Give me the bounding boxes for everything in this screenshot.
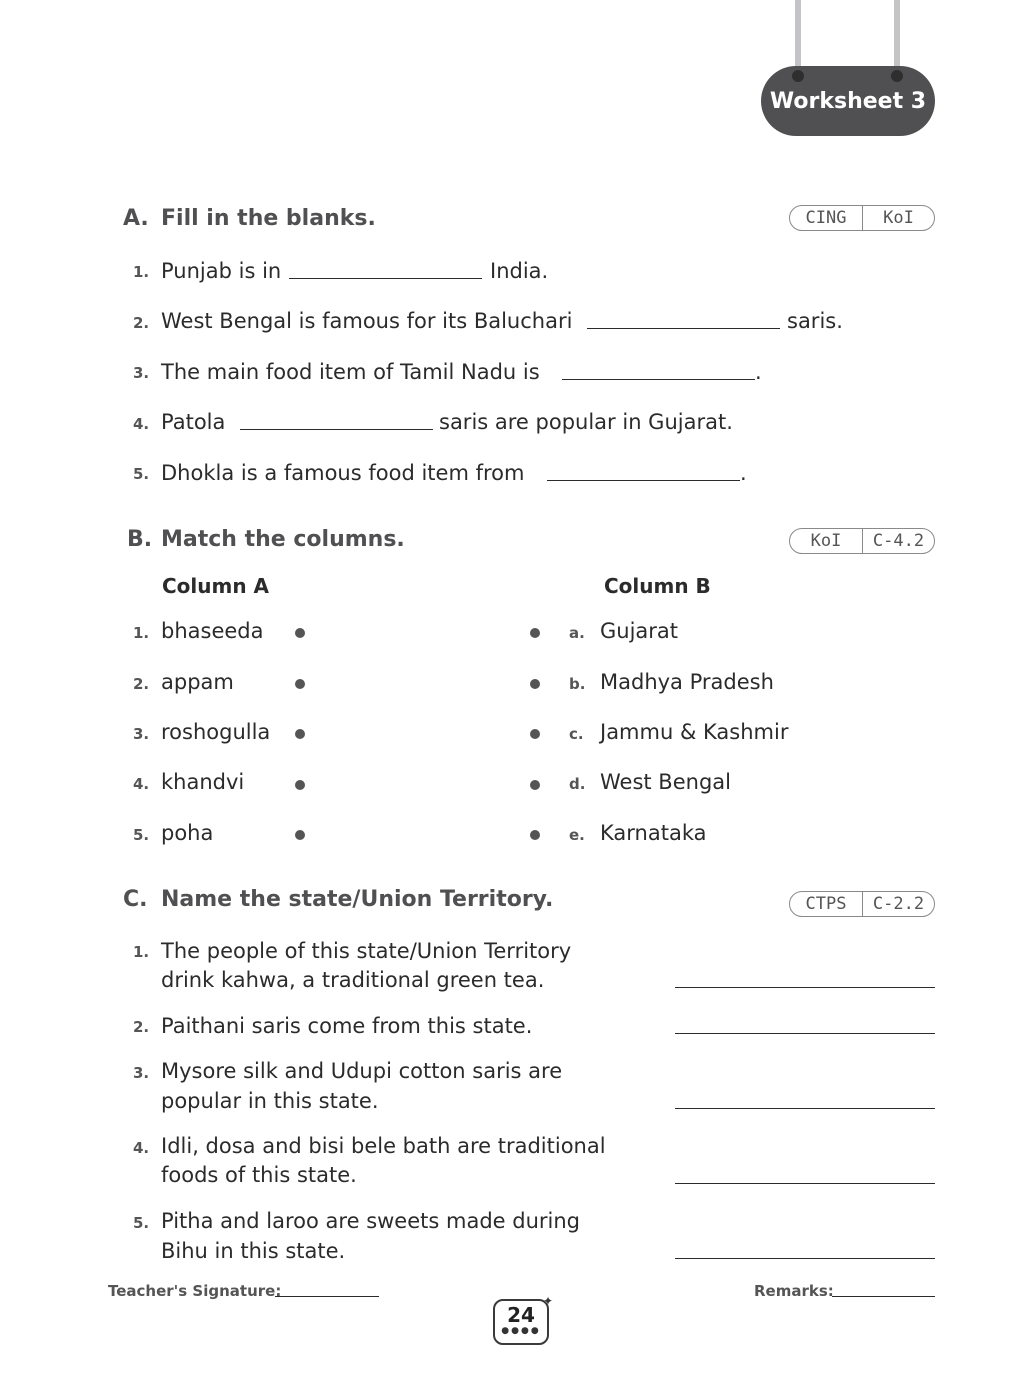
hanger-left xyxy=(795,0,801,72)
question-line-2: popular in this state. xyxy=(161,1089,379,1113)
item-letter: d. xyxy=(569,775,586,793)
section-a-title: Fill in the blanks. xyxy=(161,206,376,231)
match-dot-right[interactable] xyxy=(530,679,540,689)
column-a-header: Column A xyxy=(162,574,270,598)
blank-sentence-start: Patola xyxy=(161,410,226,434)
column-a-item: khandvi xyxy=(161,770,245,794)
question-line-1: Pitha and laroo are sweets made during xyxy=(161,1209,580,1233)
hanger-hole-left xyxy=(792,70,804,82)
answer-line[interactable] xyxy=(675,1183,935,1184)
match-dot-right[interactable] xyxy=(530,729,540,739)
answer-line[interactable] xyxy=(675,1108,935,1109)
skill-tag: KoI xyxy=(862,206,934,230)
blank-sentence-end: . xyxy=(755,360,762,384)
item-number: 4. xyxy=(133,415,150,433)
column-a-item: bhaseeda xyxy=(161,619,264,643)
section-c-title: Name the state/Union Territory. xyxy=(161,887,554,912)
item-number: 4. xyxy=(133,1139,150,1157)
item-number: 1. xyxy=(133,624,150,642)
item-number: 3. xyxy=(133,1064,150,1082)
question-line-1: The people of this state/Union Territory xyxy=(161,939,572,963)
question-line-2: drink kahwa, a traditional green tea. xyxy=(161,968,545,992)
match-dot-right[interactable] xyxy=(530,780,540,790)
answer-line[interactable] xyxy=(675,1033,935,1034)
item-number: 2. xyxy=(133,1018,150,1036)
answer-line[interactable] xyxy=(675,987,935,988)
match-dot-left[interactable] xyxy=(295,628,305,638)
section-b-title: Match the columns. xyxy=(161,527,405,552)
question-line-2: Bihu in this state. xyxy=(161,1239,346,1263)
column-a-item: poha xyxy=(161,821,214,845)
section-b-skill-tags xyxy=(789,528,935,554)
column-b-item: Gujarat xyxy=(600,619,679,643)
blank-sentence-end: saris. xyxy=(787,309,843,333)
column-b-header: Column B xyxy=(604,574,711,598)
match-dot-left[interactable] xyxy=(295,780,305,790)
column-b-item: Karnataka xyxy=(600,821,707,845)
skill-tag: KoI xyxy=(810,531,842,551)
column-a-item: roshogulla xyxy=(161,720,271,744)
question-line-1: Mysore silk and Udupi cotton saris are xyxy=(161,1059,563,1083)
question-line-2: foods of this state. xyxy=(161,1163,357,1187)
match-dot-right[interactable] xyxy=(530,628,540,638)
column-a-item: appam xyxy=(161,670,234,694)
column-b-item: Jammu & Kashmir xyxy=(600,720,789,744)
answer-blank[interactable] xyxy=(562,379,755,380)
teacher-signature-line[interactable] xyxy=(275,1296,379,1297)
item-number: 3. xyxy=(133,364,150,382)
blank-sentence-end: India. xyxy=(490,259,549,283)
item-letter: b. xyxy=(569,675,586,693)
answer-blank[interactable] xyxy=(587,328,780,329)
remarks-label: Remarks: xyxy=(754,1282,834,1300)
section-b-letter: B. xyxy=(127,527,153,552)
item-letter: c. xyxy=(569,725,584,743)
skill-tag: CTPS xyxy=(805,894,847,914)
blank-sentence-start: Dhokla is a famous food item from xyxy=(161,461,525,485)
answer-blank[interactable] xyxy=(240,429,433,430)
section-c-letter: C. xyxy=(123,887,148,912)
match-dot-right[interactable] xyxy=(530,830,540,840)
blank-sentence-start: West Bengal is famous for its Baluchari xyxy=(161,309,573,333)
match-dot-left[interactable] xyxy=(295,830,305,840)
worksheet-label: Worksheet 3 xyxy=(769,88,927,114)
item-letter: a. xyxy=(569,624,585,642)
page-number-badge xyxy=(493,1294,553,1345)
answer-blank[interactable] xyxy=(547,480,740,481)
match-dot-left[interactable] xyxy=(295,679,305,689)
sparkle-icon: ✦ xyxy=(542,1294,553,1308)
column-b-item: West Bengal xyxy=(600,770,731,794)
item-number: 4. xyxy=(133,775,150,793)
item-number: 5. xyxy=(133,1214,150,1232)
section-c-skill-tags xyxy=(789,891,935,917)
blank-sentence-start: The main food item of Tamil Nadu is xyxy=(161,360,540,384)
teacher-signature-label: Teacher's Signature: xyxy=(108,1282,282,1300)
section-a-skill-tags xyxy=(789,205,935,231)
column-b-item: Madhya Pradesh xyxy=(600,670,774,694)
remarks-line[interactable] xyxy=(832,1296,935,1297)
page-badge-dots: ●●●● xyxy=(501,1326,541,1336)
item-letter: e. xyxy=(569,826,585,844)
hanger-right xyxy=(894,0,900,72)
item-number: 2. xyxy=(133,314,150,332)
skill-tag: CING xyxy=(805,208,847,228)
answer-line[interactable] xyxy=(675,1258,935,1259)
answer-blank[interactable] xyxy=(289,278,482,279)
blank-sentence-end: . xyxy=(740,461,747,485)
page-number: 24 xyxy=(507,1303,535,1327)
question-line-1: Paithani saris come from this state. xyxy=(161,1014,533,1038)
item-number: 5. xyxy=(133,826,150,844)
item-number: 2. xyxy=(133,675,150,693)
skill-tag: C-4.2 xyxy=(862,529,934,553)
worksheet-badge xyxy=(761,66,935,136)
item-number: 1. xyxy=(133,943,150,961)
section-a-letter: A. xyxy=(123,206,149,231)
hanger-hole-right xyxy=(891,70,903,82)
match-dot-left[interactable] xyxy=(295,729,305,739)
item-number: 5. xyxy=(133,465,150,483)
item-number: 3. xyxy=(133,725,150,743)
blank-sentence-end: saris are popular in Gujarat. xyxy=(439,410,733,434)
question-line-1: Idli, dosa and bisi bele bath are traditional xyxy=(161,1134,606,1158)
item-number: 1. xyxy=(133,263,150,281)
blank-sentence-start: Punjab is in xyxy=(161,259,282,283)
skill-tag: C-2.2 xyxy=(862,892,934,916)
